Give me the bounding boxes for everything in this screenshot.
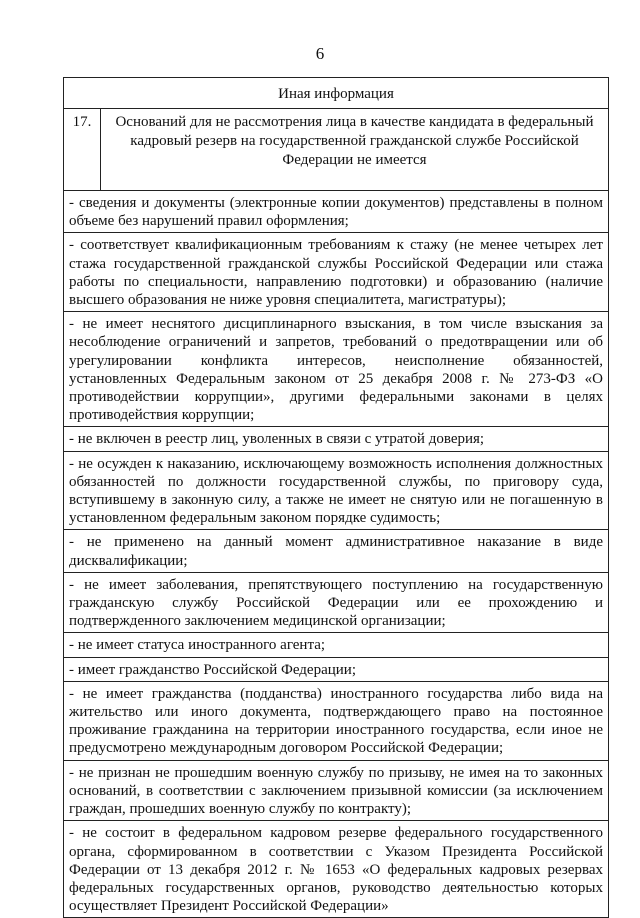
condition-paragraph: - сведения и документы (электронные копии документов) представлены в полном объеме без нарушений правил оформления; xyxy=(64,191,608,233)
item-number: 17. xyxy=(64,109,101,190)
item-text: Оснований для не рассмотрения лица в качестве кандидата в федеральный кадровый резерв на государственной гражданской службе Российской Федерации не имеется xyxy=(115,114,594,168)
condition-paragraph: - не состоит в федеральном кадровом резерве федерального государственного органа, сформированном в соответствии с Указом Президента Российской Федерации от 13 декабря 2012 г. № 1653 «О федеральных кадровых резервах федеральных государственных органов, руководство деятельностью которых осуществляет Президент Российской Федерации» xyxy=(69,825,603,915)
condition-paragraph: - не применено на данный момент административное наказание в виде дисквалификации; xyxy=(64,530,608,572)
condition-paragraph: - не имеет гражданства (подданства) иностранного государства либо вида на жительство или иного документа, подтверждающего право на постоянное проживание гражданина на территории иностранного государства, если иное не предусмотрено международным договором Российской Федерации; xyxy=(64,682,608,761)
condition-paragraph: - не признан не прошедшим военную службу по призыву, не имея на то законных оснований, в соответствии с заключением призывной комиссии (за исключением граждан, прошедших военную службу по контракту); xyxy=(64,761,608,822)
condition-paragraph: - соответствует квалификационным требованиям к стажу (не менее четырех лет стажа государственной гражданской службы Российской Федерации или стажа работы по специальности, направлению подготовки) и образованию (наличие высшего образования не ниже уровня специалитета, магистратуры); xyxy=(64,233,608,312)
condition-paragraph: - не имеет статуса иностранного агента; xyxy=(64,633,608,657)
item-row xyxy=(64,109,608,191)
condition-paragraph: - имеет гражданство Российской Федерации; xyxy=(64,658,608,682)
condition-paragraph: - не имеет заболевания, препятствующего поступлению на государственную гражданскую службу Российской Федерации или ее прохождению и подтвержденного заключением медицинской организации; xyxy=(64,573,608,634)
condition-paragraph: - не имеет неснятого дисциплинарного взыскания, в том числе взыскания за несоблюдение ограничений и запретов, требований о предотвращении или об урегулировании конфликта интересов, неисполнение обязанностей, установленных Федеральным законом от 25 декабря 2008 г. № 273-ФЗ «О противодействии коррупции», другими федеральными законами в целях противодействия коррупции; xyxy=(64,312,608,427)
page-number: 6 xyxy=(315,44,325,63)
condition-paragraph: - не включен в реестр лиц, уволенных в связи с утратой доверия; xyxy=(64,427,608,451)
info-table xyxy=(63,77,609,918)
condition-paragraph: - не осужден к наказанию, исключающему возможность исполнения должностных обязанностей по должности государственной службы, по приговору суда, вступившему в законную силу, а также не имеет не снятую или не погашенную в установленном федеральным законом порядке судимость; xyxy=(64,452,608,531)
section-title: Иная информация xyxy=(64,78,608,109)
